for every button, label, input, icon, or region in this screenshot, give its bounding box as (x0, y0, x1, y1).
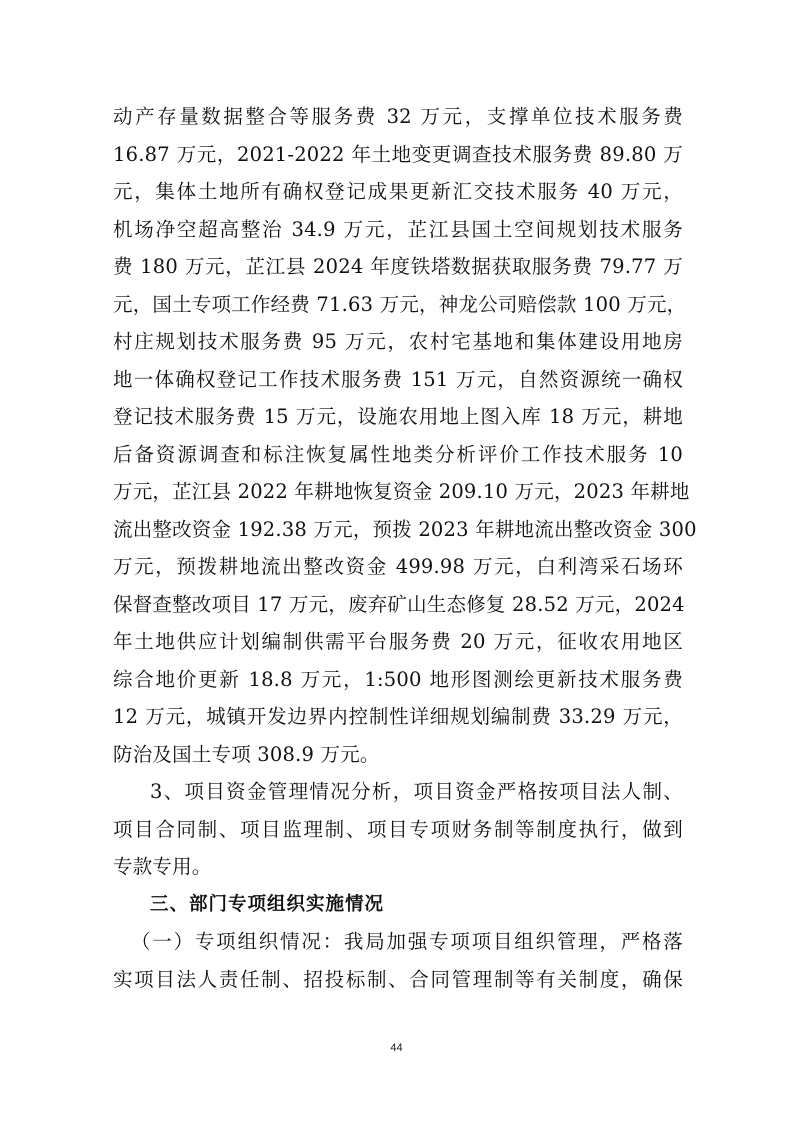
text-line: 万元，芷江县 2022 年耕地恢复资金 209.10 万元，2023 年耕地 (113, 480, 690, 503)
paragraph-fund-management (113, 773, 683, 886)
text-line: 实项目法人责任制、招投标制、合同管理制等有关制度，确保 (113, 967, 683, 991)
text-line: 村庄规划技术服务费 95 万元，农村宅基地和集体建设用地房 (113, 330, 683, 353)
paragraph-organization (113, 923, 683, 998)
text-line: 保督查整改项目 17 万元，废弃矿山生态修复 28.52 万元，2024 (113, 592, 685, 616)
text-line: 地一体确权登记工作技术服务费 151 万元，自然资源统一确权 (113, 367, 683, 391)
document-body (113, 98, 697, 998)
page-number: 44 (390, 1042, 403, 1054)
text-line: 防治及国土专项 308.9 万元。 (113, 742, 380, 766)
text-line: 综合地价更新 18.8 万元，1:500 地形图测绘更新技术服务费 (113, 667, 683, 691)
text-line: （一）专项组织情况：我局加强专项项目组织管理，严格落 (131, 930, 683, 953)
text-line: 年土地供应计划编制供需平台服务费 20 万元，征收农用地区 (113, 630, 683, 653)
section-heading: 三、部门专项组织实施情况 (150, 893, 385, 915)
text-line: 万元，预拨耕地流出整改资金 499.98 万元，白利湾采石场环 (113, 555, 683, 578)
text-line: 机场净空超高整治 34.9 万元，芷江县国土空间规划技术服务 (113, 217, 683, 241)
text-line: 12 万元，城镇开发边界内控制性详细规划编制费 33.29 万元， (113, 705, 683, 728)
text-line: 登记技术服务费 15 万元，设施农用地上图入库 18 万元，耕地 (113, 405, 683, 428)
text-line: 动产存量数据整合等服务费 32 万元，支撑单位技术服务费 (113, 105, 683, 128)
text-line: 16.87 万元，2021-2022 年土地变更调查技术服务费 89.80 万 (113, 142, 683, 166)
text-line: 元，集体土地所有确权登记成果更新汇交技术服务 40 万元， (113, 180, 683, 203)
text-line: 流出整改资金 192.38 万元，预拨 2023 年耕地流出整改资金 300 (113, 517, 697, 541)
text-line: 3、项目资金管理情况分析，项目资金严格按项目法人制、 (150, 780, 683, 803)
paragraph-expenditure-details (113, 98, 697, 773)
text-line: 后备资源调查和标注恢复属性地类分析评价工作技术服务 10 (113, 442, 683, 466)
text-line: 费 180 万元，芷江县 2024 年度铁塔数据获取服务费 79.77 万 (113, 255, 683, 278)
text-line: 元，国土专项工作经费 71.63 万元，神龙公司赔偿款 100 万元， (113, 292, 687, 316)
text-line: 专款专用。 (113, 855, 212, 878)
text-line: 项目合同制、项目监理制、项目专项财务制等制度执行，做到 (113, 817, 683, 841)
